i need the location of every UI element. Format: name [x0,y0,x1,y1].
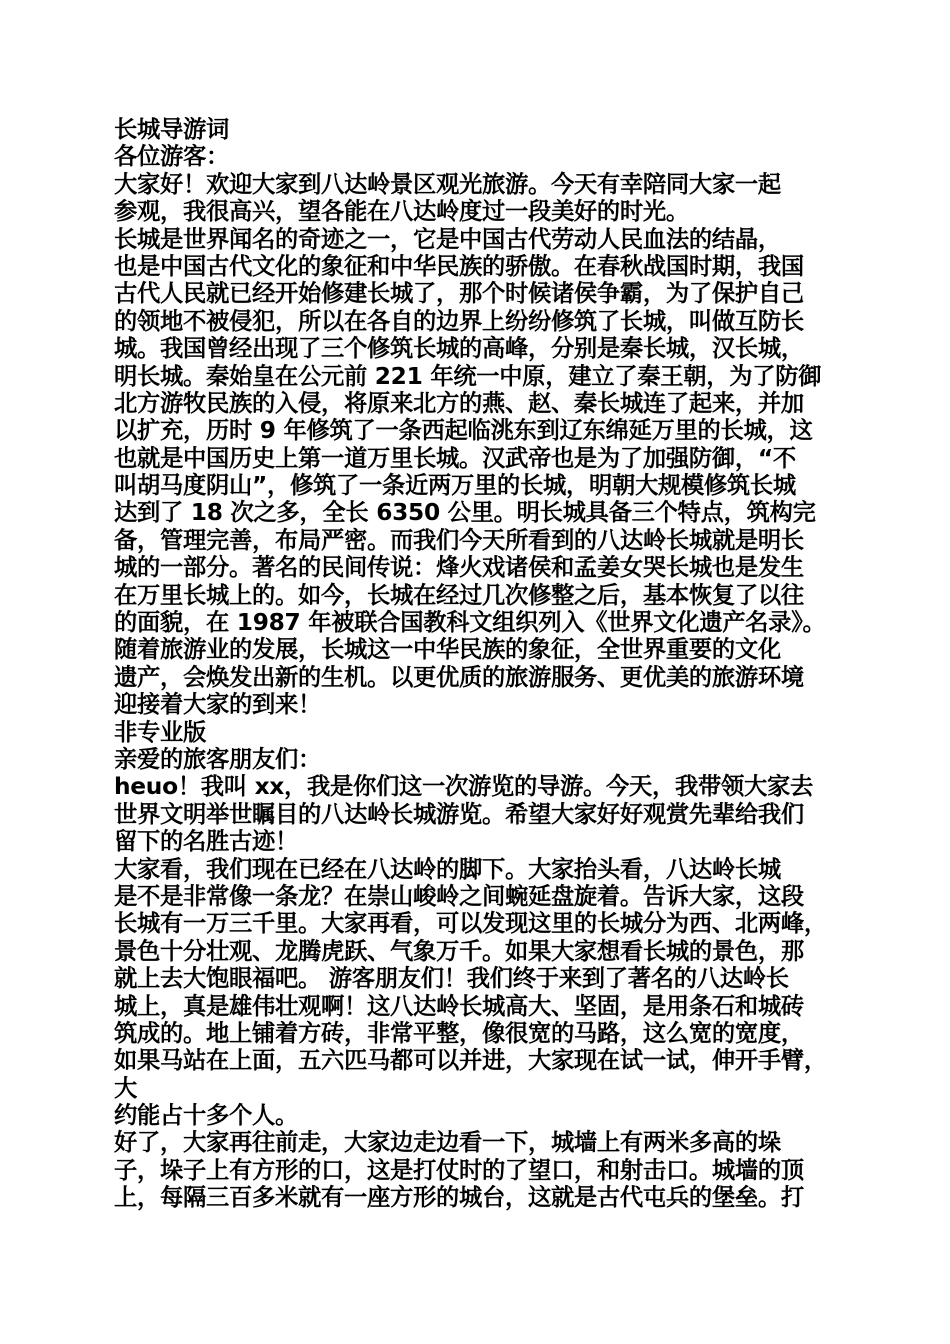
text-line: 约能占十多个人。 [114,1102,298,1130]
text-line: 的领地不被侵犯，所以在各自的边界上纷纷修筑了长城，叫做互防长 [114,307,804,335]
text-line: 也就是中国历史上第一道万里长城。汉武帝也是为了加强防御，“不 [114,444,796,472]
text-line: 子，垛子上有方形的口，这是打仗时的了望口，和射击口。城墙的顶 [114,1156,804,1184]
document-title: 长城导游词 [114,116,229,143]
text-line: 遗产，会焕发出新的生机。以更优质的旅游服务、更优美的旅游环境 [114,663,804,691]
section-heading: 非专业版 [114,718,206,746]
text-line: heuo！我叫 xx，我是你们这一次游览的导游。今天，我带领大家去 [114,773,813,801]
text-line: 也是中国古代文化的象征和中华民族的骄傲。在春秋战国时期，我国 [114,252,804,280]
text-line: 备，管理完善，布局严密。而我们今天所看到的八达岭长城就是明长 [114,526,804,554]
text-line: 古代人民就已经开始修建长城了，那个时候诸侯争霸，为了保护自己 [114,280,804,308]
text-line: 城的一部分。著名的民间传说：烽火戏诸侯和孟姜女哭长城也是发生 [114,554,804,582]
text-line: 大家看，我们现在已经在八达岭的脚下。大家抬头看，八达岭长城 [114,855,781,883]
text-line: 参观，我很高兴，望各能在八达岭度过一段美好的时光。 [114,198,689,226]
text-line: 在万里长城上的。如今，长城在经过几次修整之后，基本恢复了以往 [114,581,804,609]
text-line: 以扩充，历时 9 年修筑了一条西起临洮东到辽东绵延万里的长城，这 [114,417,813,445]
text-line: 叫胡马度阴山”，修筑了一条近两万里的长城，明朝大规模修筑长城 [114,472,796,500]
text-line: 好了，大家再往前走，大家边走边看一下，城墙上有两米多高的垛 [114,1129,781,1157]
text-line: 长城有一万三千里。大家再看，可以发现这里的长城分为西、北两峰， [114,910,827,938]
text-line: 城。我国曾经出现了三个修筑长城的高峰，分别是秦长城，汉长城， [114,335,804,363]
text-line: 就上去大饱眼福吧。 游客朋友们！我们终于来到了著名的八达岭长 [114,965,789,993]
greeting-line: 亲爱的旅客朋友们： [114,745,321,773]
text-line: 是不是非常像一条龙？在崇山峻岭之间蜿延盘旋着。告诉大家，这段 [114,882,804,910]
text-line: 大 [114,1074,137,1102]
text-line: 筑成的。地上铺着方砖，非常平整，像很宽的马路，这么宽的宽度， [114,1019,804,1047]
text-line: 明长城。秦始皇在公元前 221 年统一中原，建立了秦王朝，为了防御 [114,362,822,390]
text-line: 的面貌，在 1987 年被联合国教科文组织列入《世界文化遗产名录》。 [114,609,826,637]
text-line: 如果马站在上面，五六匹马都可以并进，大家现在试一试，伸开手臂， [114,1047,827,1075]
text-line: 城上，真是雄伟壮观啊！这八达岭长城高大、坚固，是用条石和城砖 [114,992,804,1020]
text-line: 达到了 18 次之多，全长 6350 公里。明长城具备三个特点，筑构完 [114,499,816,527]
text-line: 大家好！欢迎大家到八达岭景区观光旅游。今天有幸陪同大家一起 [114,170,781,198]
text-line: 北方游牧民族的入侵，将原来北方的燕、赵、秦长城连了起来，并加 [114,389,804,417]
text-line: 世界文明举世瞩目的八达岭长城游览。希望大家好好观赏先辈给我们 [114,800,804,828]
text-line: 长城是世界闻名的奇迹之一，它是中国古代劳动人民血法的结晶， [114,225,781,253]
text-line: 上，每隔三百多米就有一座方形的城台，这就是古代屯兵的堡垒。打 [114,1184,804,1212]
document-body [114,116,850,1212]
text-line: 景色十分壮观、龙腾虎跃、气象万千。如果大家想看长城的景色，那 [114,937,804,965]
text-line: 留下的名胜古迹！ [114,828,298,856]
text-line: 随着旅游业的发展，长城这一中华民族的象征，全世界重要的文化 [114,636,781,664]
text-line: 迎接着大家的到来！ [114,691,321,719]
greeting-line: 各位游客： [114,143,229,171]
